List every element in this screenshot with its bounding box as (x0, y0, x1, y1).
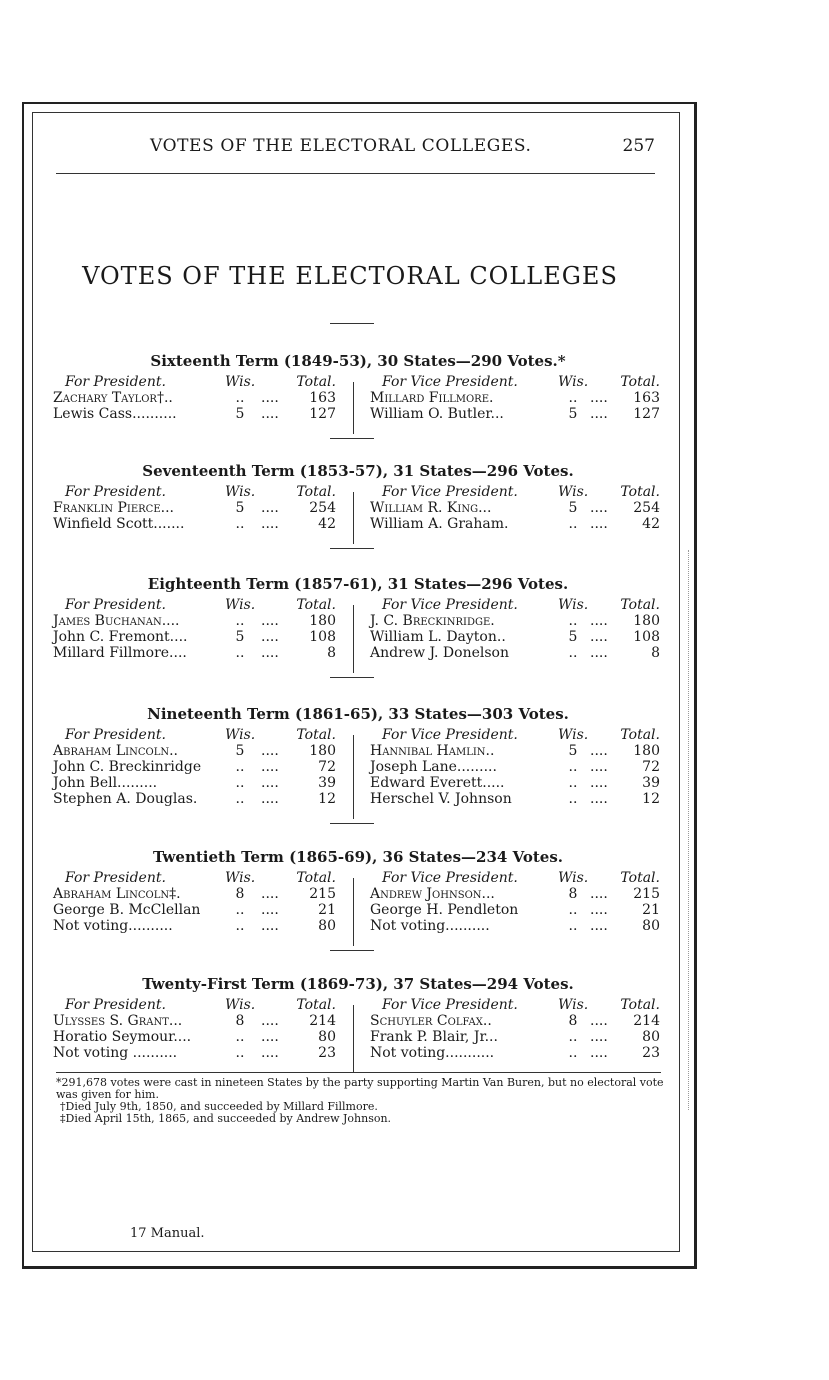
candidate-row (370, 902, 660, 918)
column-header-row (53, 727, 338, 743)
wisconsin-votes: 8 (568, 1013, 578, 1029)
candidate-name: Horatio Seymour.... (53, 1029, 192, 1045)
candidate-name: Winfield Scott....... (53, 516, 185, 532)
president-column (53, 870, 338, 934)
vice-president-column (370, 374, 660, 422)
wisconsin-votes: 5 (568, 629, 578, 645)
leader-dots: .... (590, 645, 608, 661)
wisconsin-votes: .. (235, 613, 245, 629)
leader-dots: .... (590, 791, 608, 807)
column-header-row (53, 870, 338, 886)
wisconsin-votes: .. (568, 1045, 578, 1061)
candidate-row (370, 791, 660, 807)
total-votes: 80 (318, 918, 336, 934)
section-divider (330, 823, 374, 824)
total-header: Total. (620, 727, 660, 743)
candidate-name: Not voting.......... (370, 918, 490, 934)
wisconsin-votes: .. (568, 759, 578, 775)
total-votes: 215 (633, 886, 660, 902)
president-column (53, 484, 338, 532)
total-header: Total. (296, 484, 336, 500)
candidate-row (370, 613, 660, 629)
term-heading: Nineteenth Term (1861-65), 33 States—303 Votes. (147, 705, 569, 723)
candidate-name: William O. Butler... (370, 406, 504, 422)
wisconsin-votes: .. (568, 918, 578, 934)
candidate-name: Joseph Lane......... (370, 759, 497, 775)
president-column (53, 597, 338, 661)
leader-dots: .... (261, 1029, 279, 1045)
candidate-row (370, 886, 660, 902)
section-divider (330, 548, 374, 549)
candidate-header: For Vice President. (382, 484, 518, 500)
total-votes: 215 (309, 886, 336, 902)
column-header-row (370, 374, 660, 390)
candidate-name: James Buchanan.... (53, 613, 180, 629)
candidate-name: Abraham Lincoln.. (53, 743, 178, 759)
wisconsin-votes: .. (235, 775, 245, 791)
leader-dots: .... (261, 1013, 279, 1029)
candidate-row (370, 406, 660, 422)
candidate-row (370, 629, 660, 645)
candidate-row (53, 791, 338, 807)
wisconsin-votes: .. (235, 516, 245, 532)
term-heading: Sixteenth Term (1849-53), 30 States—290 Votes.* (150, 352, 566, 370)
president-column (53, 374, 338, 422)
total-votes: 163 (633, 390, 660, 406)
leader-dots: .... (261, 902, 279, 918)
candidate-row (370, 390, 660, 406)
candidate-row (53, 390, 338, 406)
wisconsin-votes: 5 (568, 406, 578, 422)
candidate-row (53, 775, 338, 791)
leader-dots: .... (261, 759, 279, 775)
total-votes: 72 (642, 759, 660, 775)
leader-dots: .... (590, 629, 608, 645)
wisconsin-votes: 5 (235, 406, 245, 422)
wisconsin-votes: .. (235, 902, 245, 918)
column-divider (353, 735, 354, 819)
wis-header: Wis. (225, 374, 256, 390)
candidate-row (370, 645, 660, 661)
candidate-name: Not voting .......... (53, 1045, 178, 1061)
total-header: Total. (620, 870, 660, 886)
term-heading: Seventeenth Term (1853-57), 31 States—296 Votes. (142, 462, 574, 480)
wisconsin-votes: .. (568, 1029, 578, 1045)
total-votes: 214 (633, 1013, 660, 1029)
candidate-header: For President. (65, 727, 166, 743)
candidate-row (53, 645, 338, 661)
wisconsin-votes: .. (235, 1029, 245, 1045)
candidate-row (370, 775, 660, 791)
total-header: Total. (296, 727, 336, 743)
wisconsin-votes: .. (568, 613, 578, 629)
president-column (53, 727, 338, 807)
candidate-name: Millard Fillmore. (370, 390, 494, 406)
candidate-header: For President. (65, 597, 166, 613)
footnote-1: *291,678 votes were cast in nineteen States by the party supporting Martin Van Buren, but no electoral vote was given for him. (56, 1076, 664, 1101)
footnote-2: †Died July 9th, 1850, and succeeded by Millard Fillmore. (60, 1100, 378, 1113)
total-header: Total. (620, 374, 660, 390)
column-header-row (370, 997, 660, 1013)
candidate-name: John C. Fremont.... (53, 629, 188, 645)
candidate-row (53, 743, 338, 759)
candidate-header: For Vice President. (382, 870, 518, 886)
wisconsin-votes: 8 (235, 886, 245, 902)
candidate-name: Frank P. Blair, Jr... (370, 1029, 498, 1045)
candidate-row (53, 886, 338, 902)
candidate-row (53, 629, 338, 645)
wisconsin-votes: 5 (235, 629, 245, 645)
total-votes: 42 (642, 516, 660, 532)
candidate-row (370, 759, 660, 775)
candidate-name: Millard Fillmore.... (53, 645, 187, 661)
total-header: Total. (296, 374, 336, 390)
candidate-name: Andrew Johnson... (370, 886, 495, 902)
candidate-name: William R. King... (370, 500, 492, 516)
column-divider (353, 492, 354, 544)
leader-dots: .... (590, 390, 608, 406)
leader-dots: .... (590, 743, 608, 759)
leader-dots: .... (261, 516, 279, 532)
total-votes: 72 (318, 759, 336, 775)
wisconsin-votes: .. (235, 1045, 245, 1061)
candidate-name: William L. Dayton.. (370, 629, 506, 645)
candidate-row (370, 1013, 660, 1029)
footnote-3: ‡Died April 15th, 1865, and succeeded by Andrew Johnson. (60, 1112, 392, 1125)
section-divider (330, 950, 374, 951)
candidate-name: Stephen A. Douglas. (53, 791, 198, 807)
candidate-row (53, 1013, 338, 1029)
wis-header: Wis. (558, 997, 589, 1013)
total-votes: 39 (642, 775, 660, 791)
margin-mark (688, 550, 689, 1110)
candidate-header: For President. (65, 484, 166, 500)
total-votes: 163 (309, 390, 336, 406)
total-header: Total. (296, 997, 336, 1013)
candidate-name: George H. Pendleton (370, 902, 519, 918)
total-header: Total. (620, 997, 660, 1013)
running-title: VOTES OF THE ELECTORAL COLLEGES. (150, 136, 532, 156)
term-heading: Twenty-First Term (1869-73), 37 States—294 Votes. (142, 975, 574, 993)
candidate-name: John Bell......... (53, 775, 158, 791)
candidate-name: John C. Breckinridge (53, 759, 202, 775)
wisconsin-votes: .. (568, 902, 578, 918)
page-title: VOTES OF THE ELECTORAL COLLEGES (82, 262, 618, 290)
total-header: Total. (620, 597, 660, 613)
president-column (53, 997, 338, 1061)
candidate-row (370, 500, 660, 516)
column-divider (353, 878, 354, 946)
column-header-row (53, 597, 338, 613)
total-votes: 254 (309, 500, 336, 516)
candidate-name: J. C. Breckinridge. (370, 613, 495, 629)
term-heading: Twentieth Term (1865-69), 36 States—234 Votes. (152, 848, 563, 866)
leader-dots: .... (590, 1029, 608, 1045)
wis-header: Wis. (558, 597, 589, 613)
total-votes: 214 (309, 1013, 336, 1029)
total-votes: 180 (633, 613, 660, 629)
wisconsin-votes: 5 (235, 500, 245, 516)
candidate-row (53, 406, 338, 422)
wis-header: Wis. (558, 484, 589, 500)
leader-dots: .... (261, 613, 279, 629)
candidate-row (53, 1045, 338, 1061)
footer-signature: 17 Manual. (130, 1226, 205, 1241)
candidate-name: Abraham Lincoln‡. (53, 886, 181, 902)
candidate-row (370, 743, 660, 759)
leader-dots: .... (261, 791, 279, 807)
candidate-name: Edward Everett..... (370, 775, 505, 791)
wis-header: Wis. (225, 597, 256, 613)
total-votes: 180 (309, 743, 336, 759)
section-divider (330, 438, 374, 439)
candidate-row (53, 613, 338, 629)
candidate-row (370, 1029, 660, 1045)
leader-dots: .... (261, 886, 279, 902)
total-votes: 108 (309, 629, 336, 645)
column-header-row (370, 727, 660, 743)
total-votes: 8 (327, 645, 336, 661)
leader-dots: .... (590, 918, 608, 934)
column-divider (353, 382, 354, 434)
wis-header: Wis. (225, 484, 256, 500)
candidate-row (53, 516, 338, 532)
section-divider (330, 323, 374, 324)
column-header-row (370, 870, 660, 886)
candidate-name: Zachary Taylor†.. (53, 390, 173, 406)
page-number: 257 (622, 136, 655, 156)
total-votes: 23 (642, 1045, 660, 1061)
wisconsin-votes: 5 (235, 743, 245, 759)
total-header: Total. (620, 484, 660, 500)
column-header-row (370, 597, 660, 613)
total-votes: 12 (318, 791, 336, 807)
leader-dots: .... (261, 743, 279, 759)
total-votes: 127 (633, 406, 660, 422)
leader-dots: .... (590, 516, 608, 532)
total-header: Total. (296, 870, 336, 886)
wisconsin-votes: .. (235, 645, 245, 661)
total-votes: 42 (318, 516, 336, 532)
column-header-row (53, 997, 338, 1013)
total-votes: 180 (633, 743, 660, 759)
column-divider (353, 1005, 354, 1073)
wisconsin-votes: .. (568, 390, 578, 406)
leader-dots: .... (261, 1045, 279, 1061)
wis-header: Wis. (225, 997, 256, 1013)
leader-dots: .... (261, 918, 279, 934)
total-votes: 108 (633, 629, 660, 645)
candidate-row (53, 902, 338, 918)
candidate-row (370, 1045, 660, 1061)
total-votes: 12 (642, 791, 660, 807)
total-header: Total. (296, 597, 336, 613)
term-heading: Eighteenth Term (1857-61), 31 States—296 Votes. (147, 575, 569, 593)
candidate-header: For Vice President. (382, 727, 518, 743)
wis-header: Wis. (558, 870, 589, 886)
candidate-name: Not voting.......... (53, 918, 173, 934)
candidate-row (53, 759, 338, 775)
candidate-header: For Vice President. (382, 597, 518, 613)
candidate-name: Herschel V. Johnson (370, 791, 512, 807)
wisconsin-votes: .. (568, 516, 578, 532)
candidate-header: For President. (65, 374, 166, 390)
total-votes: 80 (642, 1029, 660, 1045)
running-header (60, 133, 655, 163)
total-votes: 180 (309, 613, 336, 629)
vice-president-column (370, 870, 660, 934)
wis-header: Wis. (225, 870, 256, 886)
candidate-header: For Vice President. (382, 374, 518, 390)
wis-header: Wis. (558, 727, 589, 743)
wisconsin-votes: 5 (568, 500, 578, 516)
candidate-row (53, 500, 338, 516)
vice-president-column (370, 997, 660, 1061)
candidate-header: For Vice President. (382, 997, 518, 1013)
candidate-name: Schuyler Colfax.. (370, 1013, 492, 1029)
candidate-name: George B. McClellan (53, 902, 201, 918)
candidate-name: William A. Graham. (370, 516, 509, 532)
leader-dots: .... (590, 1013, 608, 1029)
column-divider (353, 605, 354, 673)
footnotes (56, 1072, 666, 1125)
column-header-row (53, 484, 338, 500)
total-votes: 127 (309, 406, 336, 422)
candidate-row (53, 1029, 338, 1045)
vice-president-column (370, 727, 660, 807)
column-header-row (370, 484, 660, 500)
leader-dots: .... (590, 775, 608, 791)
wisconsin-votes: .. (568, 645, 578, 661)
candidate-name: Not voting........... (370, 1045, 495, 1061)
wis-header: Wis. (558, 374, 589, 390)
wisconsin-votes: .. (235, 791, 245, 807)
total-votes: 21 (318, 902, 336, 918)
total-votes: 21 (642, 902, 660, 918)
total-votes: 80 (318, 1029, 336, 1045)
column-header-row (53, 374, 338, 390)
candidate-row (370, 516, 660, 532)
total-votes: 39 (318, 775, 336, 791)
leader-dots: .... (261, 406, 279, 422)
wisconsin-votes: .. (235, 390, 245, 406)
wis-header: Wis. (225, 727, 256, 743)
total-votes: 254 (633, 500, 660, 516)
total-votes: 23 (318, 1045, 336, 1061)
candidate-row (370, 918, 660, 934)
wisconsin-votes: .. (235, 918, 245, 934)
candidate-name: Lewis Cass.......... (53, 406, 177, 422)
leader-dots: .... (590, 759, 608, 775)
wisconsin-votes: 5 (568, 743, 578, 759)
wisconsin-votes: .. (568, 775, 578, 791)
leader-dots: .... (261, 390, 279, 406)
leader-dots: .... (590, 902, 608, 918)
leader-dots: .... (261, 645, 279, 661)
candidate-header: For President. (65, 997, 166, 1013)
candidate-name: Andrew J. Donelson (370, 645, 509, 661)
vice-president-column (370, 597, 660, 661)
section-divider (330, 677, 374, 678)
leader-dots: .... (261, 775, 279, 791)
candidate-name: Ulysses S. Grant... (53, 1013, 183, 1029)
candidate-header: For President. (65, 870, 166, 886)
leader-dots: .... (590, 613, 608, 629)
header-rule (56, 173, 655, 174)
leader-dots: .... (590, 406, 608, 422)
wisconsin-votes: 8 (568, 886, 578, 902)
wisconsin-votes: 8 (235, 1013, 245, 1029)
footnote-rule (56, 1072, 661, 1073)
total-votes: 80 (642, 918, 660, 934)
wisconsin-votes: .. (235, 759, 245, 775)
leader-dots: .... (590, 1045, 608, 1061)
leader-dots: .... (261, 629, 279, 645)
leader-dots: .... (261, 500, 279, 516)
candidate-row (53, 918, 338, 934)
candidate-name: Franklin Pierce... (53, 500, 174, 516)
candidate-name: Hannibal Hamlin.. (370, 743, 495, 759)
wisconsin-votes: .. (568, 791, 578, 807)
vice-president-column (370, 484, 660, 532)
total-votes: 8 (651, 645, 660, 661)
leader-dots: .... (590, 886, 608, 902)
leader-dots: .... (590, 500, 608, 516)
